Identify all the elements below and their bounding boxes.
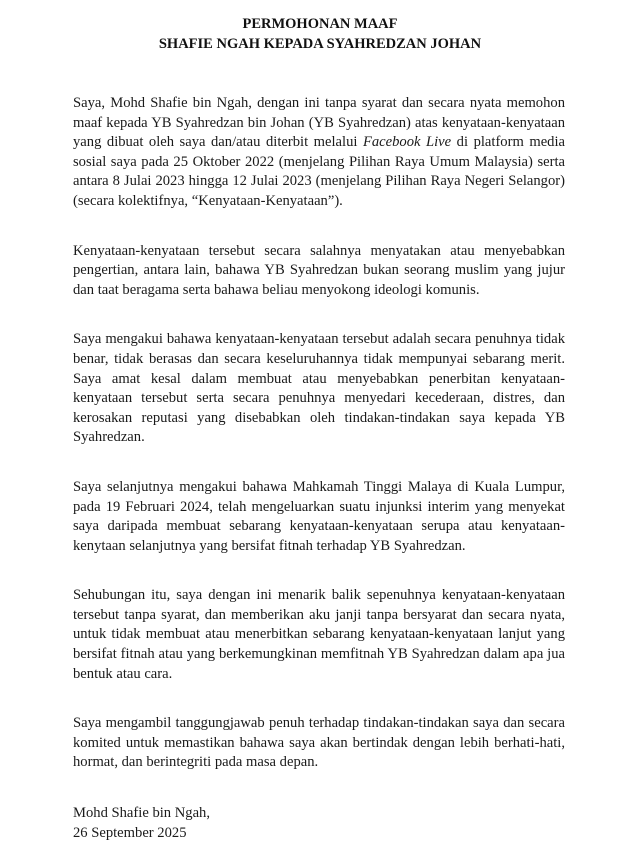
paragraph-1 (73, 94, 565, 212)
paragraph-5: Sehubungan itu, saya dengan ini menarik balik sepenuhnya kenyataan-kenyataan tersebut tanpa syarat, dan memberikan aku janji tanpa bersyarat dan secara nyata, untuk tidak membuat atau menerbitkan sebarang kenyataan-kenyataan lanjut yang bersifat fitnah atau yang berkemungkinan memfitnah YB Syahredzan dalam apa jua bentuk atau cara. (73, 587, 565, 682)
signature-date: 26 September 2025 (73, 825, 187, 842)
title-line-1: PERMOHONAN MAAF (242, 16, 398, 32)
paragraph-1-text-b: di platform media sosial saya pada 25 Oktober 2022 (menjelang Pilihan Raya Umum Malaysia) serta antara 8 Julai 2023 hingga 12 Julai 2023 (menjelang Pilihan Raya Negeri Selangor) (secara kolektifnya, “Kenyataan-Kenyataan”). (73, 134, 566, 209)
signature-name: Mohd Shafie bin Ngah, (73, 805, 211, 822)
paragraph-3: Saya mengakui bahawa kenyataan-kenyataan tersebut adalah secara penuhnya tidak benar, tidak berasas dan secara keseluruhannya tidak mempunyai sebarang merit. Saya amat kesal dalam membuat atau menyebabkan penerbitan kenyataan-kenyataan tersebut serta secara penuhnya menyedari kecederaan, distres, dan kerosakan reputasi yang disebabkan oleh tindakan-tindakan saya kepada YB Syahredzan. (73, 331, 565, 446)
paragraph-6: Saya mengambil tanggungjawab penuh terhadap tindakan-tindakan saya dan secara komited untuk memastikan bahawa saya akan bertindak dengan lebih berhati-hati, hormat, dan berintegriti pada masa depan. (73, 715, 565, 771)
document-title (0, 14, 640, 54)
facebook-live-italic: Facebook Live (362, 134, 452, 151)
signature-block (73, 803, 565, 843)
letter-body (73, 94, 565, 843)
paragraph-4: Saya selanjutnya mengakui bahawa Mahkamah Tinggi Malaya di Kuala Lumpur, pada 19 Februari 2024, telah mengeluarkan suatu injunksi interim yang menyekat saya daripada membuat sebarang kenyataan-kenyataan serupa atau kenyataan-kenytaan selanjutnya yang bersifat fitnah terhadap YB Syahredzan. (73, 478, 565, 554)
paragraph-2: Kenyataan-kenyataan tersebut secara salahnya menyatakan atau menyebabkan pengertian, antara lain, bahawa YB Syahredzan bukan seorang muslim yang jujur dan taat beragama serta bahawa beliau menyokong ideologi komunis. (73, 242, 565, 298)
paragraph-1-text-a: Saya, Mohd Shafie bin Ngah, dengan ini tanpa syarat dan secara nyata memohon maaf kepada YB Syahredzan bin Johan (YB Syahredzan) atas kenyataan-kenyataan yang dibuat oleh saya dan/atau diterbit melalui (73, 95, 565, 151)
title-line-2: SHAFIE NGAH KEPADA SYAHREDZAN JOHAN (158, 36, 482, 52)
